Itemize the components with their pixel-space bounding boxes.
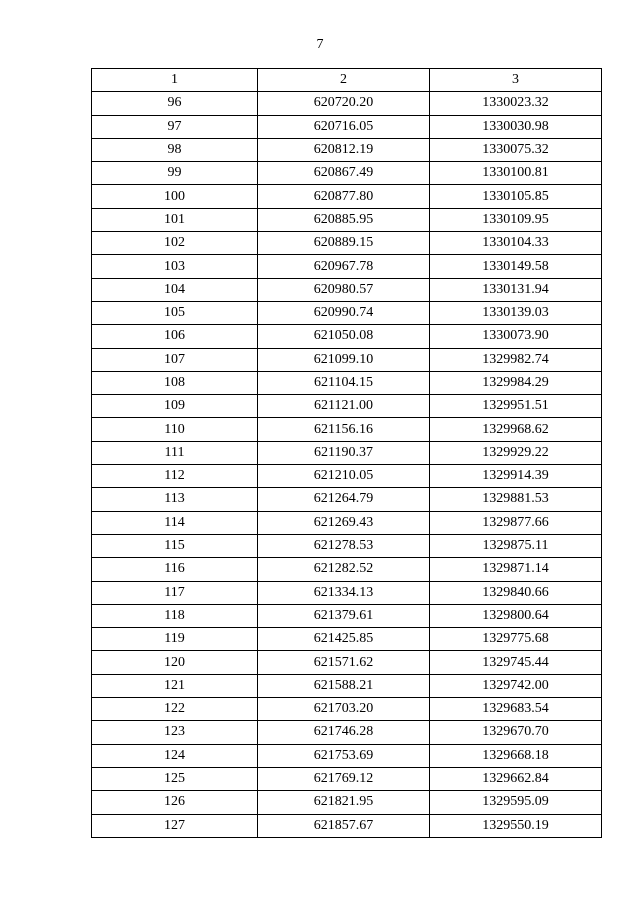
table-row <box>92 651 602 674</box>
x-coordinate-cell: 621753.69 <box>258 744 430 767</box>
x-coordinate-cell: 621050.08 <box>258 325 430 348</box>
y-coordinate-cell: 1330105.85 <box>430 185 602 208</box>
table-row <box>92 92 602 115</box>
point-number-cell: 111 <box>92 441 258 464</box>
table-row <box>92 814 602 837</box>
table-row <box>92 698 602 721</box>
x-coordinate-cell: 620885.95 <box>258 208 430 231</box>
y-coordinate-cell: 1329877.66 <box>430 511 602 534</box>
coordinates-table <box>91 68 602 838</box>
table-row <box>92 255 602 278</box>
table-row <box>92 674 602 697</box>
y-coordinate-cell: 1330149.58 <box>430 255 602 278</box>
x-coordinate-cell: 621857.67 <box>258 814 430 837</box>
y-coordinate-cell: 1329745.44 <box>430 651 602 674</box>
x-coordinate-cell: 621425.85 <box>258 628 430 651</box>
point-number-cell: 106 <box>92 325 258 348</box>
y-coordinate-cell: 1329982.74 <box>430 348 602 371</box>
x-coordinate-cell: 621571.62 <box>258 651 430 674</box>
y-coordinate-cell: 1329968.62 <box>430 418 602 441</box>
y-coordinate-cell: 1329683.54 <box>430 698 602 721</box>
point-number-cell: 109 <box>92 395 258 418</box>
point-number-cell: 118 <box>92 604 258 627</box>
table-row <box>92 138 602 161</box>
y-coordinate-cell: 1329840.66 <box>430 581 602 604</box>
x-coordinate-cell: 620967.78 <box>258 255 430 278</box>
y-coordinate-cell: 1329668.18 <box>430 744 602 767</box>
y-coordinate-cell: 1329775.68 <box>430 628 602 651</box>
y-coordinate-cell: 1329800.64 <box>430 604 602 627</box>
x-coordinate-cell: 621099.10 <box>258 348 430 371</box>
y-coordinate-cell: 1330100.81 <box>430 162 602 185</box>
table-row <box>92 301 602 324</box>
point-number-cell: 122 <box>92 698 258 721</box>
point-number-cell: 115 <box>92 534 258 557</box>
table-row <box>92 465 602 488</box>
point-number-cell: 101 <box>92 208 258 231</box>
y-coordinate-cell: 1329595.09 <box>430 791 602 814</box>
y-coordinate-cell: 1330075.32 <box>430 138 602 161</box>
x-coordinate-cell: 620990.74 <box>258 301 430 324</box>
x-coordinate-cell: 621334.13 <box>258 581 430 604</box>
x-coordinate-cell: 620716.05 <box>258 115 430 138</box>
point-number-cell: 107 <box>92 348 258 371</box>
y-coordinate-cell: 1330023.32 <box>430 92 602 115</box>
x-coordinate-cell: 620867.49 <box>258 162 430 185</box>
table-row <box>92 744 602 767</box>
table-row <box>92 791 602 814</box>
x-coordinate-cell: 621821.95 <box>258 791 430 814</box>
point-number-cell: 117 <box>92 581 258 604</box>
point-number-cell: 97 <box>92 115 258 138</box>
x-coordinate-cell: 621210.05 <box>258 465 430 488</box>
x-coordinate-cell: 621769.12 <box>258 767 430 790</box>
point-number-cell: 112 <box>92 465 258 488</box>
point-number-cell: 108 <box>92 371 258 394</box>
point-number-cell: 114 <box>92 511 258 534</box>
table-row <box>92 371 602 394</box>
point-number-cell: 102 <box>92 232 258 255</box>
table-row <box>92 325 602 348</box>
x-coordinate-cell: 621190.37 <box>258 441 430 464</box>
x-coordinate-cell: 620877.80 <box>258 185 430 208</box>
x-coordinate-cell: 621264.79 <box>258 488 430 511</box>
y-coordinate-cell: 1330139.03 <box>430 301 602 324</box>
y-coordinate-cell: 1329984.29 <box>430 371 602 394</box>
x-coordinate-cell: 621104.15 <box>258 371 430 394</box>
header-cell-1: 1 <box>92 69 258 92</box>
table-row <box>92 628 602 651</box>
point-number-cell: 126 <box>92 791 258 814</box>
y-coordinate-cell: 1329951.51 <box>430 395 602 418</box>
y-coordinate-cell: 1330073.90 <box>430 325 602 348</box>
x-coordinate-cell: 621703.20 <box>258 698 430 721</box>
y-coordinate-cell: 1330104.33 <box>430 232 602 255</box>
point-number-cell: 103 <box>92 255 258 278</box>
table-row <box>92 441 602 464</box>
y-coordinate-cell: 1329662.84 <box>430 767 602 790</box>
point-number-cell: 96 <box>92 92 258 115</box>
point-number-cell: 123 <box>92 721 258 744</box>
table-row <box>92 581 602 604</box>
table-row <box>92 558 602 581</box>
table-row <box>92 511 602 534</box>
y-coordinate-cell: 1329871.14 <box>430 558 602 581</box>
header-cell-3: 3 <box>430 69 602 92</box>
table-row <box>92 348 602 371</box>
table-row <box>92 278 602 301</box>
x-coordinate-cell: 621379.61 <box>258 604 430 627</box>
y-coordinate-cell: 1330109.95 <box>430 208 602 231</box>
point-number-cell: 120 <box>92 651 258 674</box>
point-number-cell: 125 <box>92 767 258 790</box>
x-coordinate-cell: 620980.57 <box>258 278 430 301</box>
point-number-cell: 116 <box>92 558 258 581</box>
table-header-row <box>92 69 602 92</box>
x-coordinate-cell: 621269.43 <box>258 511 430 534</box>
x-coordinate-cell: 621156.16 <box>258 418 430 441</box>
table-body <box>92 69 602 838</box>
y-coordinate-cell: 1330030.98 <box>430 115 602 138</box>
table-row <box>92 208 602 231</box>
x-coordinate-cell: 621278.53 <box>258 534 430 557</box>
point-number-cell: 99 <box>92 162 258 185</box>
y-coordinate-cell: 1329875.11 <box>430 534 602 557</box>
table-row <box>92 767 602 790</box>
table-row <box>92 232 602 255</box>
header-cell-2: 2 <box>258 69 430 92</box>
y-coordinate-cell: 1329670.70 <box>430 721 602 744</box>
x-coordinate-cell: 621282.52 <box>258 558 430 581</box>
y-coordinate-cell: 1329881.53 <box>430 488 602 511</box>
point-number-cell: 127 <box>92 814 258 837</box>
table-row <box>92 115 602 138</box>
point-number-cell: 124 <box>92 744 258 767</box>
x-coordinate-cell: 620812.19 <box>258 138 430 161</box>
point-number-cell: 100 <box>92 185 258 208</box>
point-number-cell: 98 <box>92 138 258 161</box>
table-row <box>92 185 602 208</box>
point-number-cell: 105 <box>92 301 258 324</box>
y-coordinate-cell: 1329742.00 <box>430 674 602 697</box>
point-number-cell: 110 <box>92 418 258 441</box>
x-coordinate-cell: 620720.20 <box>258 92 430 115</box>
y-coordinate-cell: 1329550.19 <box>430 814 602 837</box>
x-coordinate-cell: 621121.00 <box>258 395 430 418</box>
table-row <box>92 721 602 744</box>
point-number-cell: 104 <box>92 278 258 301</box>
table-row <box>92 604 602 627</box>
point-number-cell: 119 <box>92 628 258 651</box>
x-coordinate-cell: 620889.15 <box>258 232 430 255</box>
x-coordinate-cell: 621588.21 <box>258 674 430 697</box>
table-row <box>92 488 602 511</box>
table-row <box>92 395 602 418</box>
x-coordinate-cell: 621746.28 <box>258 721 430 744</box>
y-coordinate-cell: 1330131.94 <box>430 278 602 301</box>
y-coordinate-cell: 1329914.39 <box>430 465 602 488</box>
table-row <box>92 534 602 557</box>
y-coordinate-cell: 1329929.22 <box>430 441 602 464</box>
page-number: 7 <box>316 37 324 52</box>
table-row <box>92 418 602 441</box>
point-number-cell: 113 <box>92 488 258 511</box>
table-row <box>92 162 602 185</box>
point-number-cell: 121 <box>92 674 258 697</box>
